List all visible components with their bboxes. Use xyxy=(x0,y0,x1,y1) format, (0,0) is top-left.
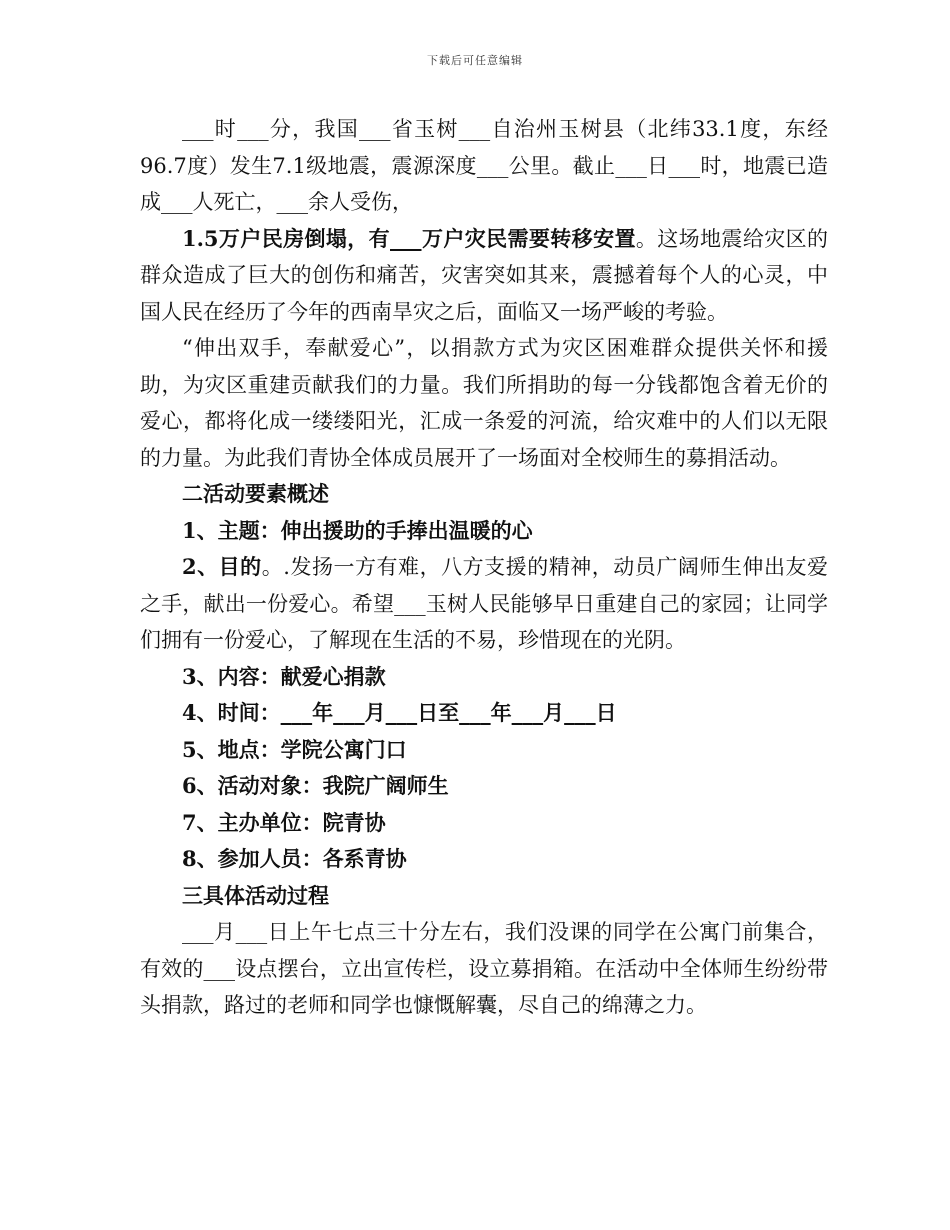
paragraph-earthquake-report: ___时___分，我国___省玉树___自治州玉树县（北纬33.1度，东经96.7度）发生7.1级地震，震源深度___公里。截止___日___时，地震已造成___人死亡，___余人受伤， xyxy=(140,117,828,214)
list-item-theme: 1、主题：伸出援助的手捧出温暖的心 xyxy=(182,517,533,543)
paragraph-impact xyxy=(140,221,828,331)
purpose-label: 2、目的 xyxy=(182,554,262,579)
list-item-location: 5、地点：学院公寓门口 xyxy=(182,736,407,762)
purpose-text: 。.发扬一方有难，八方支援的精神，动员广阔师生伸出友爱之手，献出一份爱心。希望___玉树人民能够早日重建自己的家园；让同学们拥有一份爱心，了解现在生活的不易，珍惜现在的光阴。 xyxy=(140,555,828,652)
document-body xyxy=(140,111,828,1024)
impact-text: 。这场地震给灾区的群众造成了巨大的创伤和痛苦，灾害突如其来，震撼着每个人的心灵，中国人民在经历了今年的西南旱灾之后，面临又一场严峻的考验。 xyxy=(140,226,828,324)
section-heading-overview: 二活动要素概述 xyxy=(182,481,329,506)
paragraph-appeal: “伸出双手，奉献爱心”，以捐款方式为灾区困难群众提供关怀和援助，为灾区重建贡献我们的力量。我们所捐助的每一分钱都饱含着无价的爱心，都将化成一缕缕阳光，汇成一条爱的河流，给灾难中的人们以无限的力量。为此我们青协全体成员展开了一场面对全校师生的募捐活动。 xyxy=(140,336,828,470)
list-item-content: 3、内容：献爱心捐款 xyxy=(182,663,386,689)
list-item-purpose xyxy=(140,549,828,659)
impact-highlight: 1.5万户民房倒塌，有___万户灾民需要转移安置 xyxy=(182,225,636,251)
list-item-participants: 8、参加人员：各系青协 xyxy=(182,846,407,871)
list-item-organizer: 7、主办单位：院青协 xyxy=(182,809,386,835)
paragraph-process: ___月___日上午七点三十分左右，我们没课的同学在公寓门前集合，有效的___设点摆台，立出宣传栏，设立募捐箱。在活动中全体师生纷纷带头捐款，路过的老师和同学也慷慨解囊，尽自己的绵薄之力。 xyxy=(140,920,828,1017)
section-heading-process: 三具体活动过程 xyxy=(182,882,329,908)
list-item-time: 4、时间：___年___月___日至___年___月___日 xyxy=(182,700,617,725)
page-header: 下载后可任意编辑 xyxy=(427,54,523,67)
list-item-audience: 6、活动对象：我院广阔师生 xyxy=(182,773,449,798)
